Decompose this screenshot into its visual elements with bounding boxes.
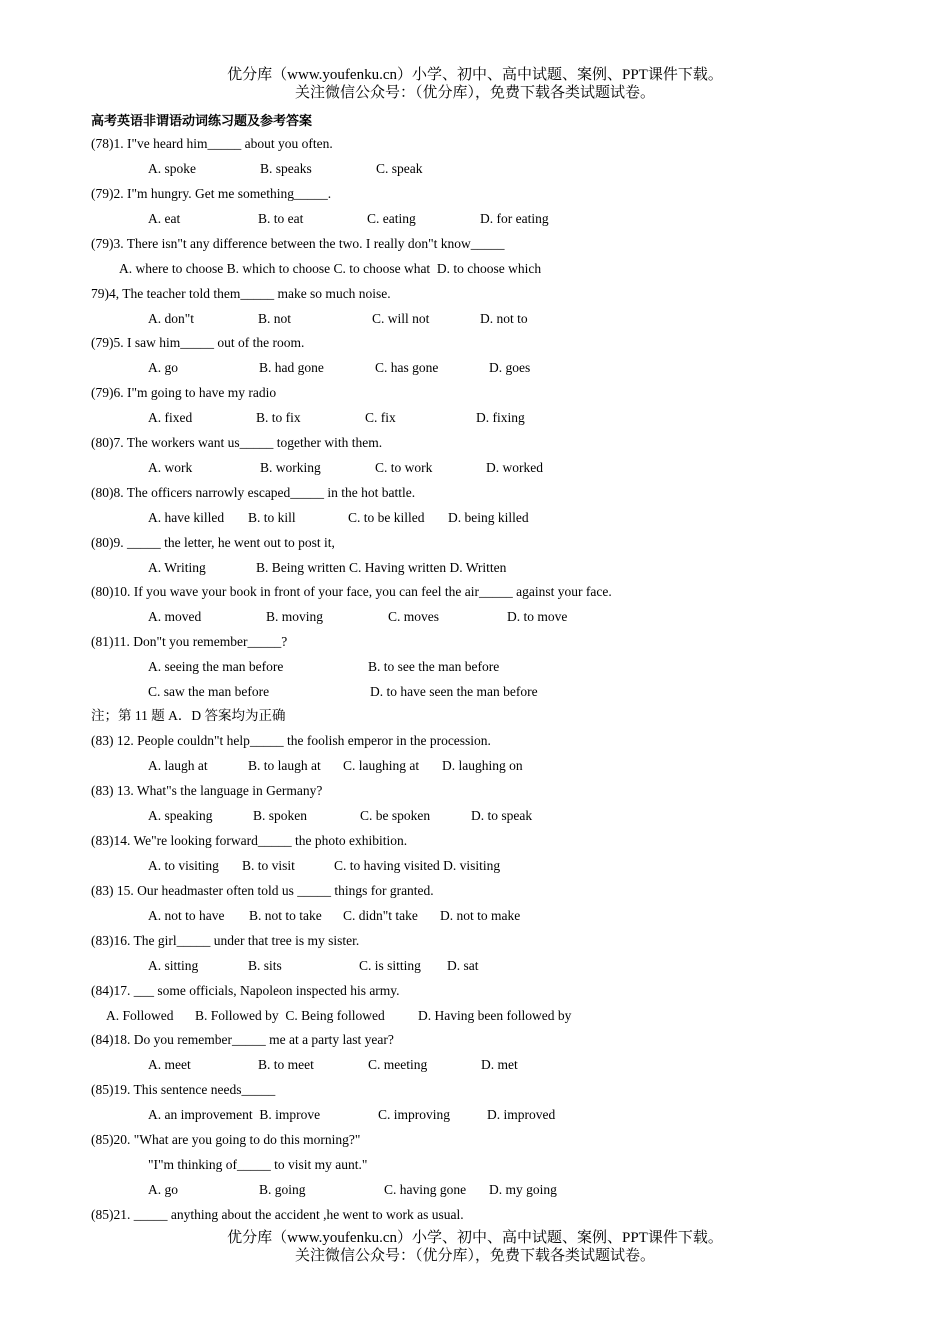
question-2-stem: (79)2. I"m hungry. Get me something_____. (91, 186, 332, 201)
question-18-option-b: B. to meet (258, 1057, 314, 1072)
question-19-stem: (85)19. This sentence needs_____ (91, 1082, 276, 1097)
question-21-stem: (85)21. _____ anything about the accident ,he went to work as usual. (91, 1207, 464, 1222)
question-16-option-d: D. sat (447, 958, 479, 973)
question-17-option-a: A. Followed (106, 1008, 174, 1023)
question-14-options-cd: C. to having visited D. visiting (334, 858, 501, 873)
question-18-stem: (84)18. Do you remember_____ me at a party last year? (91, 1032, 394, 1047)
question-8-option-b: B. to kill (248, 510, 296, 525)
question-2-option-a: A. eat (148, 211, 181, 226)
question-10-option-d: D. to move (507, 609, 568, 624)
question-11-option-a: A. seeing the man before (148, 659, 284, 674)
question-9-options-bcd: B. Being written C. Having written D. Written (256, 560, 507, 575)
question-6-stem: (79)6. I"m going to have my radio (91, 385, 277, 400)
question-10-option-a: A. moved (148, 609, 202, 624)
question-20-stem-line-2: "I"m thinking of_____ to visit my aunt." (148, 1157, 368, 1172)
question-6-option-d: D. fixing (476, 410, 525, 425)
question-1-option-c: C. speak (376, 161, 423, 176)
question-15-option-a: A. not to have (148, 908, 225, 923)
question-14-option-b: B. to visit (242, 858, 295, 873)
question-7-stem: (80)7. The workers want us_____ together with them. (91, 435, 383, 450)
question-14-option-a: A. to visiting (148, 858, 219, 873)
question-14-stem: (83)14. We"re looking forward_____ the photo exhibition. (91, 833, 408, 848)
question-17-options-bc: B. Followed by C. Being followed (195, 1008, 385, 1023)
question-3-options: A. where to choose B. which to choose C. to choose what D. to choose which (119, 261, 542, 276)
question-15-option-c: C. didn"t take (343, 908, 418, 923)
question-12-option-c: C. laughing at (343, 758, 420, 773)
question-6-option-c: C. fix (365, 410, 396, 425)
question-11-stem: (81)11. Don"t you remember_____? (91, 634, 288, 649)
question-19-options-ab: A. an improvement B. improve (148, 1107, 321, 1122)
question-16-option-b: B. sits (248, 958, 282, 973)
question-12-option-b: B. to laugh at (248, 758, 321, 773)
question-6-option-b: B. to fix (256, 410, 301, 425)
question-4-stem: 79)4, The teacher told them_____ make so much noise. (91, 286, 391, 301)
footer-line-2: 关注微信公众号：（优分库），免费下载各类试题试卷。 (294, 1248, 655, 1264)
question-7-option-b: B. working (260, 460, 321, 475)
question-10-stem: (80)10. If you wave your book in front of your face, you can feel the air_____ against your face. (91, 584, 612, 599)
footer-line-1: 优分库（www.youfenku.cn）小学、初中、高中试题、案例、PPT课件下载。 (227, 1230, 723, 1246)
question-10-option-c: C. moves (388, 609, 440, 624)
question-11-option-d: D. to have seen the man before (370, 684, 538, 699)
question-4-option-b: B. not (258, 311, 292, 326)
question-16-option-c: C. is sitting (359, 958, 421, 973)
header-line-2: 关注微信公众号：（优分库），免费下载各类试题试卷。 (294, 85, 655, 101)
question-5-option-d: D. goes (489, 360, 531, 375)
question-2-option-d: D. for eating (480, 211, 549, 226)
question-18-option-a: A. meet (148, 1057, 191, 1072)
question-17-stem: (84)17. ___ some officials, Napoleon inspected his army. (91, 983, 400, 998)
question-16-option-a: A. sitting (148, 958, 199, 973)
answer-note: 注；第 11 题 A．D 答案均为正确 (91, 708, 286, 723)
question-8-option-d: D. being killed (448, 510, 529, 525)
question-13-option-b: B. spoken (253, 808, 307, 823)
question-1-option-a: A. spoke (148, 161, 196, 176)
question-5-stem: (79)5. I saw him_____ out of the room. (91, 335, 305, 350)
question-13-option-a: A. speaking (148, 808, 213, 823)
question-12-stem: (83) 12. People couldn"t help_____ the foolish emperor in the procession. (91, 733, 491, 748)
question-5-option-a: A. go (148, 360, 178, 375)
question-13-stem: (83) 13. What"s the language in Germany? (91, 783, 323, 798)
question-20-option-b: B. going (259, 1182, 306, 1197)
question-12-option-d: D. laughing on (442, 758, 523, 773)
question-18-option-c: C. meeting (368, 1057, 428, 1072)
question-9-stem: (80)9. _____ the letter, he went out to post it, (91, 535, 335, 550)
question-15-option-b: B. not to take (249, 908, 322, 923)
question-18-option-d: D. met (481, 1057, 518, 1072)
question-8-option-a: A. have killed (148, 510, 225, 525)
question-20-stem: (85)20. "What are you going to do this morning?" (91, 1132, 361, 1147)
question-7-option-a: A. work (148, 460, 193, 475)
question-20-option-d: D. my going (489, 1182, 557, 1197)
question-7-option-d: D. worked (486, 460, 543, 475)
question-13-option-c: C. be spoken (360, 808, 431, 823)
question-16-stem: (83)16. The girl_____ under that tree is my sister. (91, 933, 360, 948)
question-3-stem: (79)3. There isn"t any difference between the two. I really don"t know_____ (91, 236, 505, 251)
question-4-option-d: D. not to (480, 311, 528, 326)
question-4-option-c: C. will not (372, 311, 430, 326)
question-1-stem: (78)1. I"ve heard him_____ about you often. (91, 136, 333, 151)
question-10-option-b: B. moving (266, 609, 324, 624)
question-2-option-c: C. eating (367, 211, 416, 226)
question-20-option-a: A. go (148, 1182, 178, 1197)
question-9-option-a: A. Writing (148, 560, 206, 575)
question-5-option-b: B. had gone (259, 360, 324, 375)
question-6-option-a: A. fixed (148, 410, 193, 425)
question-20-option-c: C. having gone (384, 1182, 467, 1197)
question-5-option-c: C. has gone (375, 360, 439, 375)
question-19-option-d: D. improved (487, 1107, 556, 1122)
question-19-option-c: C. improving (378, 1107, 451, 1122)
question-7-option-c: C. to work (375, 460, 433, 475)
question-15-option-d: D. not to make (440, 908, 521, 923)
question-11-option-c: C. saw the man before (148, 684, 270, 699)
question-8-option-c: C. to be killed (348, 510, 425, 525)
question-15-stem: (83) 15. Our headmaster often told us _____ things for granted. (91, 883, 434, 898)
header-line-1: 优分库（www.youfenku.cn）小学、初中、高中试题、案例、PPT课件下载。 (227, 67, 723, 83)
question-8-stem: (80)8. The officers narrowly escaped_____ in the hot battle. (91, 485, 416, 500)
question-2-option-b: B. to eat (258, 211, 304, 226)
question-11-option-b: B. to see the man before (368, 659, 500, 674)
question-1-option-b: B. speaks (260, 161, 312, 176)
question-12-option-a: A. laugh at (148, 758, 208, 773)
question-13-option-d: D. to speak (471, 808, 533, 823)
question-17-option-d: D. Having been followed by (418, 1008, 572, 1023)
question-4-option-a: A. don"t (148, 311, 195, 326)
document-title: 高考英语非谓语动词练习题及参考答案 (91, 113, 313, 128)
